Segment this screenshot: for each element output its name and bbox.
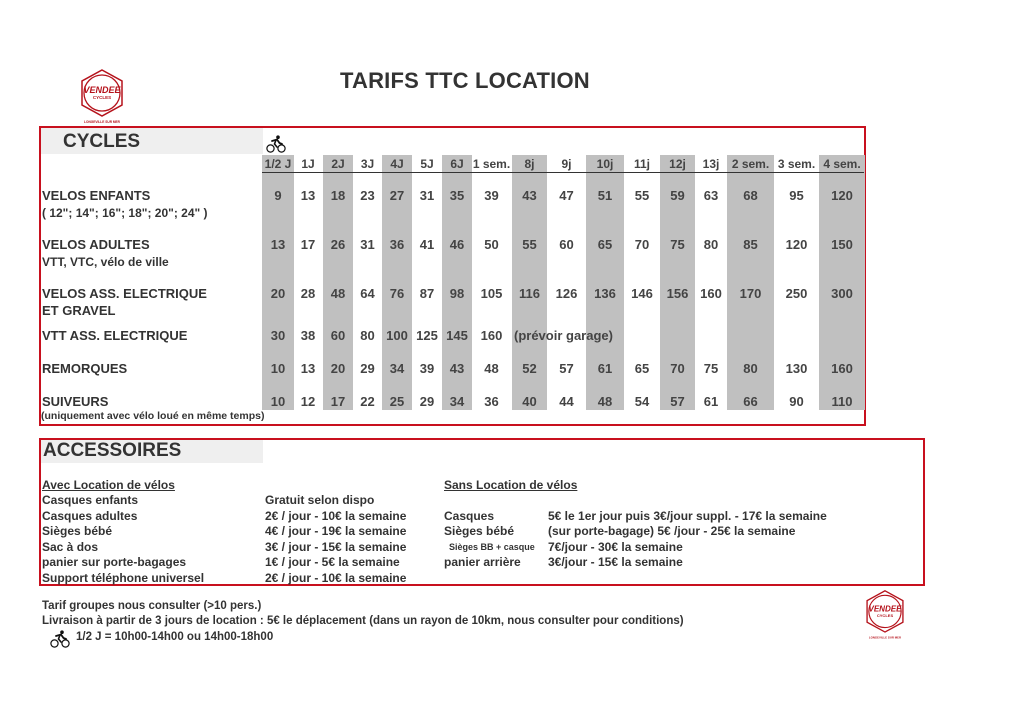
price-cell: 120: [785, 237, 808, 252]
acc-price: 4€ / jour - 19€ la semaine: [265, 524, 407, 538]
price-cell: 57: [559, 361, 574, 376]
price-cell: 48: [484, 361, 499, 376]
price-cell: 110: [831, 394, 853, 409]
price-cell: 26: [330, 237, 346, 252]
price-cell: 52: [522, 361, 537, 376]
price-cell: 34: [449, 394, 465, 409]
price-cell: 59: [670, 188, 685, 203]
svg-text:LONGEVILLE SUR MER: LONGEVILLE SUR MER: [84, 120, 120, 124]
price-cell: 60: [330, 328, 346, 343]
column-header: 13j: [702, 157, 720, 171]
price-cell: 61: [703, 394, 719, 409]
column-header: 8j: [524, 157, 535, 171]
column-header: 10j: [596, 157, 614, 171]
column-header: 1 sem.: [472, 157, 511, 171]
price-cell: 98: [449, 286, 465, 301]
acc-name: Sac à dos: [42, 540, 99, 554]
price-cell: 63: [703, 188, 719, 203]
svg-text:LONGEVILLE SUR MER: LONGEVILLE SUR MER: [868, 635, 902, 640]
price-cell: 145: [446, 328, 468, 343]
row-label-vtt-ae: VTT ASS. ELECTRIQUE: [42, 328, 188, 343]
acc-name: Sièges bébé: [444, 524, 515, 538]
row-label-suiveurs: SUIVEURS: [42, 394, 109, 409]
acc-price: 7€/jour - 30€ la semaine: [548, 540, 683, 554]
with-rental-title: Avec Location de vélos: [42, 478, 175, 492]
price-cell: 136: [594, 286, 616, 301]
price-cell: 300: [831, 286, 853, 301]
acc-name: Casques enfants: [42, 493, 139, 507]
price-cell: 51: [597, 188, 613, 203]
vendee-cycles-logo-small: [862, 589, 908, 641]
price-cell: 28: [300, 286, 316, 301]
price-cell: 80: [360, 328, 375, 343]
price-cell: 20: [330, 361, 346, 376]
price-cell: 18: [330, 188, 346, 203]
price-cell: 34: [389, 361, 405, 376]
price-cell: 100: [386, 328, 408, 343]
price-cell: 30: [270, 328, 286, 343]
header-rule: [262, 172, 864, 173]
footer-delivery: Livraison à partir de 3 jours de location : 5€ le déplacement (dans un rayon de 10km, nous consulter pour conditions): [42, 615, 684, 627]
price-cell: 10: [270, 394, 286, 409]
acc-price: Gratuit selon dispo: [265, 493, 375, 507]
column-header: 2 sem.: [731, 157, 770, 171]
price-cell: 13: [300, 361, 316, 376]
price-cell: 130: [785, 361, 808, 376]
accessories-heading: ACCESSOIRES: [41, 440, 263, 463]
column-header: 9j: [561, 157, 572, 171]
price-cell: 20: [270, 286, 286, 301]
price-cell: 17: [300, 237, 316, 252]
bike-rider-icon: [50, 630, 70, 648]
price-cell: 9: [274, 188, 282, 203]
price-cell: 48: [330, 286, 346, 301]
price-cell: 43: [522, 188, 537, 203]
svg-text:VENDEE: VENDEE: [83, 85, 121, 95]
row-sub-vae: ET GRAVEL: [42, 303, 116, 318]
price-cell: 65: [634, 361, 650, 376]
acc-price: 3€ / jour - 15€ la semaine: [265, 540, 407, 554]
price-cell: 160: [700, 286, 722, 301]
acc-name: Casques adultes: [42, 509, 138, 523]
bike-rider-icon: [266, 135, 286, 153]
price-cell: 90: [789, 394, 804, 409]
column-header: 3 sem.: [777, 157, 816, 171]
price-cell: 38: [300, 328, 316, 343]
price-cell: 57: [670, 394, 685, 409]
price-cell: 10: [270, 361, 286, 376]
acc-price: 3€/jour - 15€ la semaine: [548, 555, 683, 569]
price-cell: 13: [270, 237, 286, 252]
acc-price: (sur porte-bagage) 5€ /jour - 25€ la semaine: [548, 524, 796, 538]
footer-half-day: 1/2 J = 10h00-14h00 ou 14h00-18h00: [76, 631, 274, 643]
column-header: 5J: [420, 157, 434, 171]
column-header: 4 sem.: [823, 157, 861, 171]
price-cell: 156: [666, 286, 689, 301]
price-cell: 36: [389, 237, 405, 252]
price-cell: 17: [330, 394, 346, 409]
price-cell: 41: [419, 237, 435, 252]
footer-groups: Tarif groupes nous consulter (>10 pers.): [42, 600, 262, 612]
acc-name: Casques: [444, 509, 495, 523]
price-cell: 150: [831, 237, 853, 252]
price-cell: 85: [743, 237, 758, 252]
price-cell: 36: [484, 394, 499, 409]
price-cell: 12: [300, 394, 316, 409]
price-cell: 160: [831, 361, 853, 376]
price-cell: 48: [597, 394, 613, 409]
garage-note: (prévoir garage): [514, 328, 613, 343]
acc-price: 5€ le 1er jour puis 3€/jour suppl. - 17€ la semaine: [548, 509, 827, 523]
price-cell: 76: [389, 286, 405, 301]
acc-name: panier sur porte-bagages: [42, 555, 187, 569]
column-header: 11j: [633, 157, 651, 171]
row-label-vae: VELOS ASS. ELECTRIQUE: [42, 286, 207, 301]
price-cell: 146: [631, 286, 653, 301]
price-cell: 55: [522, 237, 537, 252]
svg-text:CYCLES: CYCLES: [876, 612, 894, 618]
price-cell: 47: [559, 188, 574, 203]
price-cell: 66: [743, 394, 758, 409]
price-cell: 35: [449, 188, 465, 203]
column-header: 1J: [301, 157, 315, 171]
price-cell: 44: [559, 394, 574, 409]
price-cell: 50: [484, 237, 499, 252]
price-cell: 61: [597, 361, 613, 376]
price-cell: 75: [703, 361, 719, 376]
price-cell: 95: [789, 188, 804, 203]
acc-price: 2€ / jour - 10€ la semaine: [265, 571, 407, 585]
price-cell: 39: [419, 361, 435, 376]
price-cell: 22: [360, 394, 375, 409]
cycles-heading: CYCLES: [41, 128, 263, 154]
acc-price: 2€ / jour - 10€ la semaine: [265, 509, 407, 523]
price-cell: 25: [389, 394, 405, 409]
price-cell: 54: [634, 394, 650, 409]
page-title: TARIFS TTC LOCATION: [340, 68, 590, 93]
row-label-velos-adultes: VELOS ADULTES: [42, 237, 150, 252]
price-cell: 29: [360, 361, 375, 376]
row-sub-velos-enfants: ( 12"; 14"; 16"; 18"; 20"; 24" ): [42, 206, 208, 220]
price-cell: 120: [831, 188, 853, 203]
price-cell: 43: [449, 361, 465, 376]
price-cell: 23: [360, 188, 375, 203]
price-cell: 55: [634, 188, 650, 203]
svg-text:CYCLES: CYCLES: [92, 95, 112, 100]
row-sub-velos-adultes: VTT, VTC, vélo de ville: [42, 255, 169, 269]
column-header: 12j: [669, 157, 686, 171]
price-cell: 70: [670, 361, 685, 376]
acc-price: 1€ / jour - 5€ la semaine: [265, 555, 400, 569]
price-cell: 40: [522, 394, 537, 409]
price-cell: 29: [419, 394, 435, 409]
acc-name: Support téléphone universel: [42, 571, 205, 585]
row-label-remorques: REMORQUES: [42, 361, 128, 376]
price-cell: 250: [785, 286, 808, 301]
price-cell: 160: [480, 328, 503, 343]
acc-name: Sièges BB + casque: [449, 542, 535, 552]
column-header: 4J: [390, 157, 404, 171]
price-cell: 80: [703, 237, 719, 252]
price-cell: 46: [449, 237, 465, 252]
without-rental-title: Sans Location de vélos: [444, 478, 578, 492]
price-cell: 31: [360, 237, 375, 252]
price-cell: 80: [743, 361, 758, 376]
acc-name: panier arrière: [444, 555, 521, 569]
price-cell: 105: [480, 286, 503, 301]
price-cell: 39: [484, 188, 499, 203]
price-cell: 87: [419, 286, 435, 301]
price-cell: 65: [597, 237, 613, 252]
acc-name: Sièges bébé: [42, 524, 113, 538]
column-header: 1/2 J: [264, 157, 292, 171]
column-header: 2J: [331, 157, 345, 171]
price-cell: 125: [416, 328, 438, 343]
column-header: 6J: [450, 157, 464, 171]
price-cell: 64: [360, 286, 375, 301]
column-header: 3J: [360, 157, 375, 171]
price-cell: 116: [519, 286, 540, 301]
price-cell: 75: [670, 237, 685, 252]
price-cell: 60: [559, 237, 574, 252]
row-label-velos-enfants: VELOS ENFANTS: [42, 188, 151, 203]
price-cell: 31: [419, 188, 435, 203]
row-sub-suiveurs: (uniquement avec vélo loué en même temps): [41, 410, 265, 422]
price-cell: 68: [743, 188, 758, 203]
price-cell: 27: [389, 188, 405, 203]
price-cell: 126: [555, 286, 578, 301]
price-cell: 70: [634, 237, 650, 252]
price-cell: 13: [300, 188, 316, 203]
price-cell: 170: [739, 286, 762, 301]
svg-text:VENDEE: VENDEE: [868, 604, 902, 614]
vendee-cycles-logo: [77, 68, 127, 126]
